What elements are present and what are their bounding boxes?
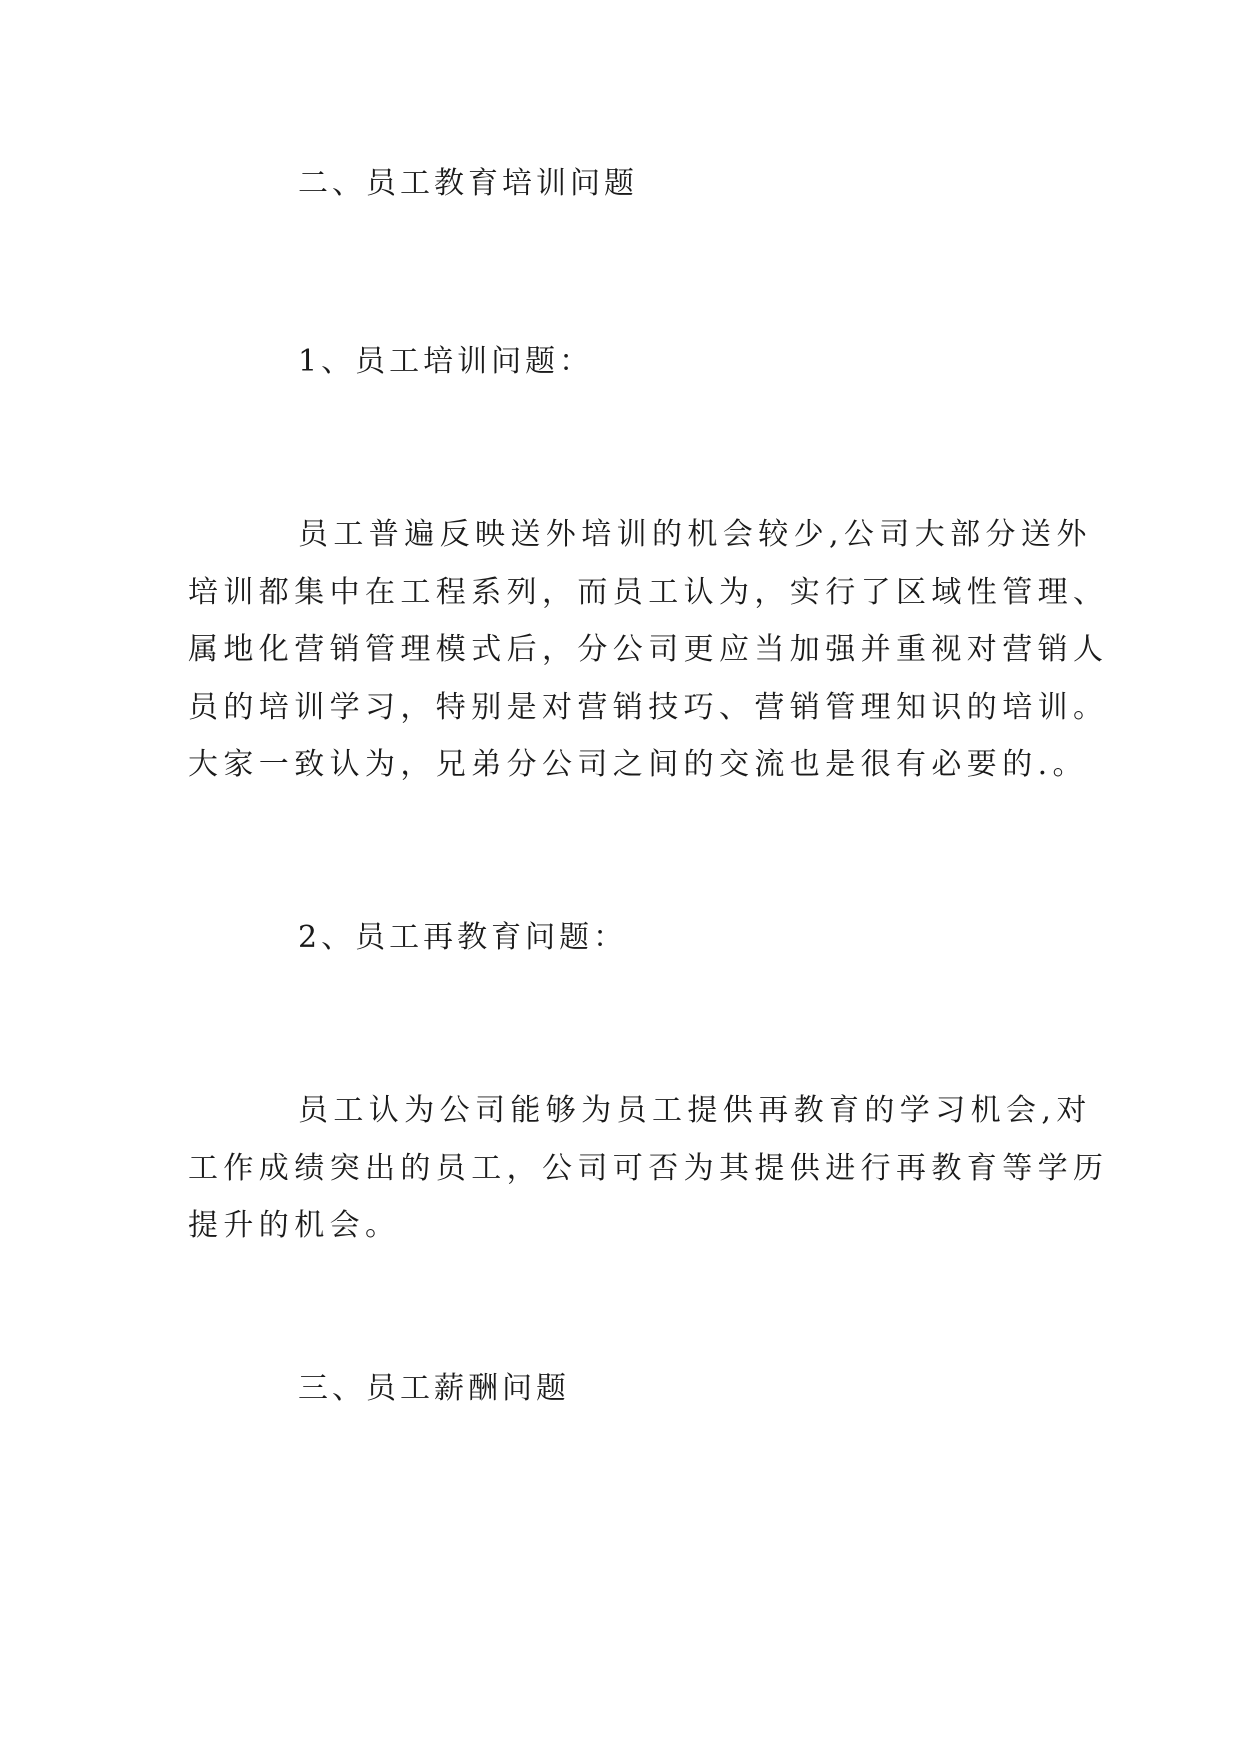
paragraph-line: 大家一致认为，兄弟分公司之间的交流也是很有必要的.。	[188, 747, 1088, 782]
item-1-title: 1、员工培训问题：	[298, 344, 594, 379]
paragraph-line: 提升的机会。	[188, 1208, 401, 1243]
item-2-title: 2、员工再教育问题：	[298, 920, 628, 955]
paragraph-line: 培训都集中在工程系列，而员工认为，实行了区域性管理、	[188, 574, 1109, 610]
item-1-paragraph	[188, 506, 1109, 794]
paragraph-line: 员工普遍反映送外培训的机会较少,公司大部分送外	[298, 517, 1092, 552]
paragraph-line: 工作成绩突出的员工，公司可否为其提供进行再教育等学历	[188, 1150, 1109, 1186]
paragraph-line: 员的培训学习，特别是对营销技巧、营销管理知识的培训。	[188, 689, 1109, 725]
item-2-paragraph	[188, 1082, 1109, 1255]
section-3-title: 三、员工薪酬问题	[298, 1371, 570, 1406]
paragraph-line: 属地化营销管理模式后，分公司更应当加强并重视对营销人	[188, 632, 1109, 667]
paragraph-line: 员工认为公司能够为员工提供再教育的学习机会,对	[298, 1093, 1092, 1128]
section-2-title: 二、员工教育培训问题	[298, 166, 638, 201]
